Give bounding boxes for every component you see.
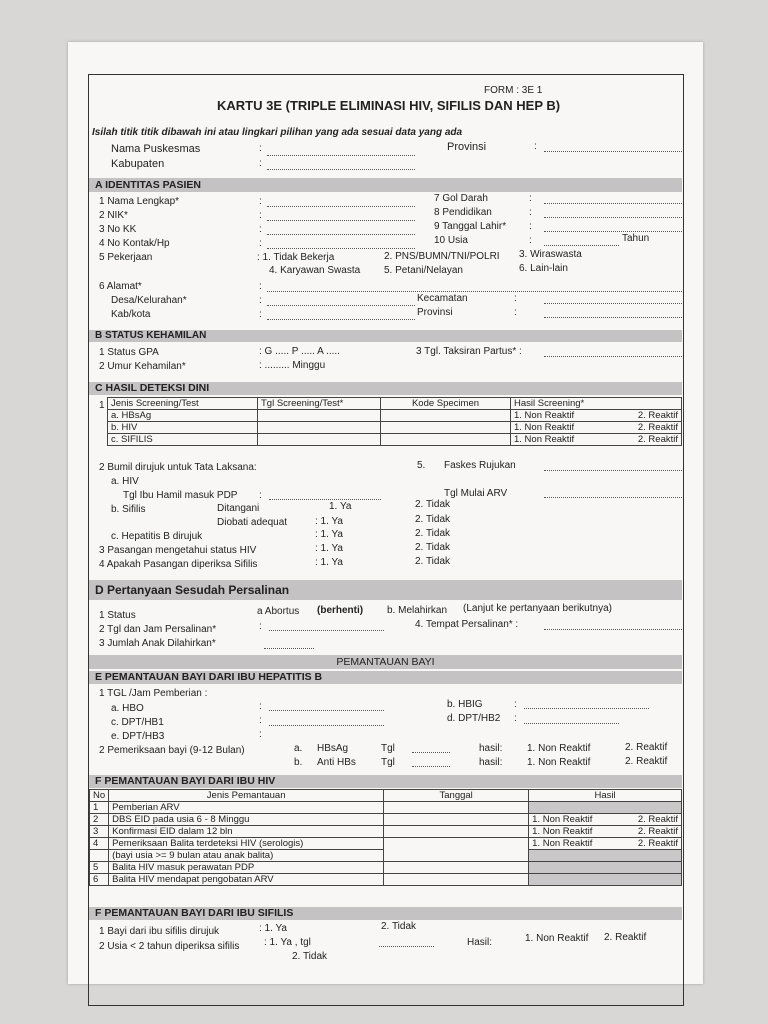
row-dbs-eid: DBS EID pada usia 6 - 8 Minggu — [109, 814, 384, 826]
opt-reaktif: 2. Reaktif — [637, 814, 678, 825]
label-nik: 2 NIK* — [99, 210, 128, 221]
opt-reaktif: 2. Reaktif — [637, 434, 678, 445]
usia-diperiksa-tgl-field[interactable] — [379, 946, 434, 947]
hepb-tidak[interactable]: 2. Tidak — [415, 528, 451, 539]
antihbs-tgl-field[interactable] — [412, 766, 450, 767]
nik-field[interactable] — [267, 220, 415, 221]
kabkota-field[interactable] — [267, 319, 415, 320]
cell-tgl[interactable] — [258, 434, 381, 446]
usia-diperiksa-ya[interactable]: : 1. Ya , tgl — [264, 937, 311, 948]
th-jenis-pemantauan: Jenis Pemantauan — [109, 790, 384, 802]
cell-hasil-disabled — [529, 802, 682, 814]
kabupaten-field[interactable] — [267, 169, 415, 170]
hbig-field[interactable] — [524, 708, 649, 709]
row-no: 5 — [90, 862, 109, 874]
row-no: 6 — [90, 874, 109, 886]
th-hasil: Hasil Screening* — [511, 398, 682, 410]
row-pemeriksaan-balita-note: (bayi usia >= 9 bulan atau anak balita) — [109, 850, 384, 862]
row-no: 4 — [90, 838, 109, 850]
label-usia-diperiksa: 2 Usia < 2 tahun diperiksa sifilis — [99, 941, 240, 952]
row-pemberian-arv: Pemberian ARV — [109, 802, 384, 814]
dpt1-field[interactable] — [269, 725, 384, 726]
faskes-field[interactable] — [544, 470, 682, 471]
label-dpt2: d. DPT/HB2 — [447, 713, 501, 724]
label-berhenti: (berhenti) — [317, 605, 364, 616]
tahun-label: Tahun — [622, 233, 650, 244]
th-kode: Kode Specimen — [381, 398, 511, 410]
provinsi-label: Provinsi — [447, 141, 487, 153]
bayi-dirujuk-ya[interactable]: : 1. Ya — [259, 923, 287, 934]
opt-reaktif: 2. Reaktif — [637, 838, 678, 849]
pendidikan-field[interactable] — [544, 217, 682, 218]
cell-hasil-disabled — [529, 850, 682, 862]
arv-field[interactable] — [544, 497, 682, 498]
cell-kode[interactable] — [381, 410, 511, 422]
cell-hasil[interactable] — [529, 838, 682, 850]
label-tgl: Tgl — [381, 757, 395, 768]
section-d-header: D Pertanyaan Sesudah Persalinan — [89, 580, 682, 600]
screening-table — [107, 397, 682, 446]
label-sifilis: b. Sifilis — [111, 504, 146, 515]
goldarah-field[interactable] — [544, 203, 682, 204]
opt-reaktif: 2. Reaktif — [637, 410, 678, 421]
hbsag-nonreaktif[interactable]: 1. Non Reaktif — [527, 743, 591, 754]
label-taksiran: 3 Tgl. Taksiran Partus* : — [416, 346, 522, 357]
umur-kehamilan-field[interactable]: : ......... Minggu — [259, 360, 326, 371]
label-tgl-persalinan: 2 Tgl dan Jam Persalinan* — [99, 624, 217, 635]
tgllahir-field[interactable] — [544, 231, 682, 232]
provinsi-a-field[interactable] — [544, 317, 682, 318]
label-a: a. — [294, 743, 303, 754]
section-b-header: B STATUS KEHAMILAN — [89, 330, 682, 342]
cell-tanggal[interactable] — [384, 862, 529, 874]
label-rujuk: 2 Bumil dirujuk untuk Tata Laksana: — [99, 462, 257, 473]
row-balita-pdp: Balita HIV masuk perawatan PDP — [109, 862, 384, 874]
cell-tanggal[interactable] — [384, 814, 529, 826]
label-dpt3: e. DPT/HB3 — [111, 731, 165, 742]
cell-tanggal[interactable] — [384, 874, 529, 886]
gpa-field[interactable]: : G ..... P ..... A ..... — [259, 346, 340, 357]
row-no: 2 — [90, 814, 109, 826]
hiv-monitoring-table — [89, 789, 682, 886]
pasangan-hiv-ya[interactable]: : 1. Ya — [315, 543, 343, 554]
hepb-ya[interactable]: : 1. Ya — [315, 529, 343, 540]
opt-nonreaktif: 1. Non Reaktif — [514, 434, 575, 445]
pasangan-hiv-tidak[interactable]: 2. Tidak — [415, 542, 451, 553]
th-tanggal: Tanggal — [384, 790, 529, 802]
label-tgl-pemberian: 1 TGL /Jam Pemberian : — [99, 688, 208, 699]
kk-field[interactable] — [267, 234, 415, 235]
usia-diperiksa-tidak[interactable]: 2. Tidak — [292, 951, 328, 962]
section-f-hiv-header: F PEMANTAUAN BAYI DARI IBU HIV — [89, 775, 682, 788]
label-pasangan-sifilis: 4 Apakah Pasangan diperiksa Sifilis — [99, 559, 258, 570]
diobati-tidak[interactable]: 2. Tidak — [415, 514, 451, 525]
opt-abortus[interactable]: a Abortus — [257, 606, 300, 617]
label-goldarah: 7 Gol Darah — [434, 193, 488, 204]
label-pekerjaan: 5 Pekerjaan — [99, 252, 153, 263]
section-a-header: A IDENTITAS PASIEN — [89, 178, 682, 192]
cell-hasil[interactable] — [529, 826, 682, 838]
tgl-persalinan-field[interactable] — [269, 630, 384, 631]
label-usia: 10 Usia — [434, 235, 468, 246]
cell-hasil[interactable] — [529, 814, 682, 826]
pekerjaan-opt1[interactable]: : 1. Tidak Bekerja — [257, 252, 335, 263]
label-pendidikan: 8 Pendidikan — [434, 207, 492, 218]
usia-field[interactable] — [544, 245, 619, 246]
row-balita-arv: Balita HIV mendapat pengobatan ARV — [109, 874, 384, 886]
label-hbsag: HBsAg — [317, 743, 349, 754]
row-hiv: b. HIV — [108, 422, 258, 434]
sifilis-nonreaktif[interactable]: 1. Non Reaktif — [525, 933, 589, 944]
pekerjaan-opt5[interactable]: 5. Petani/Nelayan — [384, 265, 463, 276]
puskesmas-field[interactable] — [267, 155, 415, 156]
ditangani-tidak[interactable]: 2. Tidak — [415, 499, 451, 510]
label-ditangani: Ditangani — [217, 503, 260, 514]
pdp-field[interactable] — [269, 499, 381, 500]
bayi-dirujuk-tidak[interactable]: 2. Tidak — [381, 921, 417, 932]
th-jenis: Jenis Screening/Test — [108, 398, 258, 410]
faskes-number: 5. — [417, 460, 426, 471]
ditangani-ya[interactable]: 1. Ya — [329, 501, 352, 512]
label-pdp: Tgl Ibu Hamil masuk PDP — [123, 490, 238, 501]
label-hepb: c. Hepatitis B dirujuk — [111, 531, 203, 542]
pemantauan-bayi-header: PEMANTAUAN BAYI — [89, 655, 682, 669]
cell-hasil[interactable] — [511, 410, 682, 422]
desa-field[interactable] — [267, 305, 415, 306]
antihbs-reaktif[interactable]: 2. Reaktif — [625, 756, 668, 767]
label-kecamatan: Kecamatan — [417, 293, 468, 304]
row-sifilis: c. SIFILIS — [108, 434, 258, 446]
label-hasil: hasil: — [479, 743, 503, 754]
row-no — [90, 850, 109, 862]
pekerjaan-opt2[interactable]: 2. PNS/BUMN/TNI/POLRI — [384, 251, 500, 262]
label-nama: 1 Nama Lengkap* — [99, 196, 180, 207]
form-title: KARTU 3E (TRIPLE ELIMINASI HIV, SIFILIS DAN HEP B) — [217, 98, 561, 113]
cell-tgl[interactable] — [258, 410, 381, 422]
opt-nonreaktif: 1. Non Reaktif — [514, 422, 575, 433]
opt-nonreaktif: 1. Non Reaktif — [532, 838, 593, 849]
kontak-field[interactable] — [267, 248, 415, 249]
opt-reaktif: 2. Reaktif — [637, 422, 678, 433]
label-pasangan-hiv: 3 Pasangan mengetahui status HIV — [99, 545, 257, 556]
cell-hasil-disabled — [529, 874, 682, 886]
th-no: No — [90, 790, 109, 802]
label-kabkota: Kab/kota — [111, 309, 151, 320]
label-kk: 3 No KK — [99, 224, 137, 235]
pekerjaan-opt3[interactable]: 3. Wiraswasta — [519, 249, 582, 260]
cell-kode[interactable] — [381, 422, 511, 434]
label-kontak: 4 No Kontak/Hp — [99, 238, 170, 249]
label-umur-kehamilan: 2 Umur Kehamilan* — [99, 361, 186, 372]
provinsi-field[interactable] — [544, 151, 682, 152]
section-e-header: E PEMANTAUAN BAYI DARI IBU HEPATITIS B — [89, 671, 682, 684]
row-no: 1 — [90, 802, 109, 814]
opt-nonreaktif: 1. Non Reaktif — [532, 814, 593, 825]
label-b: b. — [294, 757, 303, 768]
cell-hasil[interactable] — [511, 434, 682, 446]
label-hasil: hasil: — [479, 757, 503, 768]
label-alamat: 6 Alamat* — [99, 281, 142, 292]
label-lanjut: (Lanjut ke pertanyaan berikutnya) — [463, 603, 612, 614]
label-antihbs: Anti HBs — [317, 757, 356, 768]
hbo-field[interactable] — [269, 710, 384, 711]
form-sheet — [68, 42, 703, 984]
label-hiv: a. HIV — [111, 476, 139, 487]
label-gpa: 1 Status GPA — [99, 347, 159, 358]
label-bayi-dirujuk: 1 Bayi dari ibu sifilis dirujuk — [99, 926, 220, 937]
row-pemeriksaan-balita: Pemeriksaan Balita terdeteksi HIV (serologis) — [109, 838, 384, 850]
label-hasil-sifilis: Hasil: — [467, 937, 493, 948]
tempat-persalinan-field[interactable] — [544, 629, 682, 630]
kabupaten-label: Kabupaten — [111, 158, 165, 170]
alamat-field[interactable] — [267, 291, 682, 292]
row-number: 1 — [99, 400, 105, 411]
th-hasil: Hasil — [529, 790, 682, 802]
label-hbig: b. HBIG — [447, 699, 483, 710]
label-status: 1 Status — [99, 610, 136, 621]
pekerjaan-opt4[interactable]: 4. Karyawan Swasta — [269, 265, 361, 276]
cell-tgl[interactable] — [258, 422, 381, 434]
jumlah-anak-field[interactable] — [264, 648, 314, 649]
cell-hasil-disabled — [529, 862, 682, 874]
hbsag-tgl-field[interactable] — [412, 752, 450, 753]
form-code: FORM : 3E 1 — [484, 85, 543, 96]
label-tgl: Tgl — [381, 743, 395, 754]
sifilis-reaktif[interactable]: 2. Reaktif — [604, 932, 647, 943]
cell-tanggal[interactable] — [384, 826, 529, 838]
label-dpt1: c. DPT/HB1 — [111, 717, 164, 728]
hbsag-reaktif[interactable]: 2. Reaktif — [625, 742, 668, 753]
kecamatan-field[interactable] — [544, 303, 682, 304]
label-faskes: Faskes Rujukan — [444, 460, 516, 471]
instruction: Isilah titik titik dibawah ini atau lingkari pilihan yang ada sesuai data yang ada — [92, 127, 463, 138]
opt-reaktif: 2. Reaktif — [637, 826, 678, 837]
label-jumlah-anak: 3 Jumlah Anak Dilahirkan* — [99, 638, 216, 649]
cell-hasil[interactable] — [511, 422, 682, 434]
dpt2-field[interactable] — [524, 723, 619, 724]
label-provinsi-a: Provinsi — [417, 307, 453, 318]
label-hbo: a. HBO — [111, 703, 144, 714]
cell-kode[interactable] — [381, 434, 511, 446]
taksiran-field[interactable] — [544, 356, 682, 357]
cell-tanggal[interactable] — [384, 802, 529, 814]
label-desa: Desa/Kelurahan* — [111, 295, 187, 306]
opt-melahirkan[interactable]: b. Melahirkan — [387, 605, 448, 616]
section-f-sifilis-header: F PEMANTAUAN BAYI DARI IBU SIFILIS — [89, 907, 682, 920]
row-no: 3 — [90, 826, 109, 838]
row-hbsag: a. HBsAg — [108, 410, 258, 422]
pekerjaan-opt6[interactable]: 6. Lain-lain — [519, 263, 568, 274]
opt-nonreaktif: 1. Non Reaktif — [514, 410, 575, 421]
diobati-ya[interactable]: : 1. Ya — [315, 516, 343, 527]
label-arv: Tgl Mulai ARV — [444, 488, 508, 499]
section-c-header: C HASIL DETEKSI DINI — [89, 382, 682, 395]
pasangan-sifilis-tidak[interactable]: 2. Tidak — [415, 556, 451, 567]
cell-tanggal[interactable] — [384, 838, 529, 862]
opt-nonreaktif: 1. Non Reaktif — [532, 826, 593, 837]
puskesmas-label: Nama Puskesmas — [111, 143, 201, 155]
label-tempat-persalinan: 4. Tempat Persalinan* : — [415, 619, 519, 630]
nama-field[interactable] — [267, 206, 415, 207]
label-pemeriksaan-bayi: 2 Pemeriksaan bayi (9-12 Bulan) — [99, 745, 245, 756]
label-diobati: Diobati adequat — [217, 517, 288, 528]
antihbs-nonreaktif[interactable]: 1. Non Reaktif — [527, 757, 591, 768]
row-konfirmasi-eid: Konfirmasi EID dalam 12 bln — [109, 826, 384, 838]
th-tgl: Tgl Screening/Test* — [258, 398, 381, 410]
form-frame: FORM : 3E 1 KARTU 3E (TRIPLE ELIMINASI HIV, SIFILIS DAN HEP B) Isilah titik titik dibawah ini atau lingkari pilihan yang ada sesuai data yang ada Nama Puskesmas : Provinsi : Kabupaten : A IDENTITAS PASIEN 1 Nama Lengkap* 2 NIK* 3 No KK 4 No Kontak/Hp 5 Pekerjaan : : : : 7 Gol Darah 8 Pendidikan 9 Tanggal Lahir* 10 Usia : : : : Tahun : 1. Tidak Bekerja 2. PNS/BUMN/TNI/POLRI 3. Wiraswasta 4. Karyawan Swasta 5. Petani/Nelayan 6. Lain-lain 6 Alamat* : Desa/Kelurahan* : Kab/kota : Kecamatan : Provinsi : B STATUS KEHAMILAN 1 Status GPA : G ..... P ..... A ..... 3 Tgl. Taksiran Partus* : 2 Umur Kehamilan* : ......... Minggu C HASIL DETEKSI DINI 1 Jenis Screening/Test Tgl Screening/Test* Kode Specimen Hasil Screening* a. HBsAg 1. Non Reaktif 2. Reaktif b. HIV 1. Non Reaktif 2. Reaktif c. SIFILIS 1. Non Reaktif 2. Reaktif 2 Bumil dirujuk untuk Tata Laksana: 5. Faskes Rujukan a. HIV Tgl Ibu Hamil masuk PDP : Tgl Mulai ARV b. Sifilis Ditangani 1. Ya 2. Tidak Diobati adequat : 1. Ya 2. Tidak c. Hepatitis B dirujuk : 1. Ya 2. Tidak 3 Pasangan mengetahui status HIV : 1. Ya 2. Tidak 4 Apakah Pasangan diperiksa Sifilis : 1. Ya 2. Tidak D Pertanyaan Sesudah Persalinan 1 Status a Abortus (berhenti) b. Melahirkan (Lanjut ke pertanyaan berikutnya) 2 Tgl dan Jam Persalinan* : 4. Tempat Persalinan* : 3 Jumlah Anak Dilahirkan* PEMANTAUAN BAYI E PEMANTAUAN BAYI DARI IBU HEPATITIS B 1 TGL /Jam Pemberian : a. HBO : c. DPT/HB1 : e. DPT/HB3 : b. HBIG : d. DPT/HB2 : 2 Pemeriksaan bayi (9-12 Bulan) a. HBsAg Tgl hasil: 1. Non Reaktif 2. Reaktif b. Anti HBs Tgl hasil: 1. Non Reaktif 2. Reaktif F PEMANTAUAN BAYI DARI IBU HIV No Jenis Pemantauan Tanggal Hasil 1 Pemberian ARV 2 DBS EID pada usia 6 - 8 Minggu 1. Non Reaktif 2. Reaktif 3 Konfirmasi EID dalam 12 bln 1. Non Reaktif 2. Reaktif 4 Pemeriksaan Balita terdeteksi HIV (serologis) 1. Non Reaktif 2. Reaktif (bayi usia >= 9 bulan atau anak balita) 5 Balita HIV masuk perawatan PDP 6 Balita HIV mendapat pengobatan ARV F PEMANTAUAN BAYI DARI IBU SIFILIS 1 Bayi dari ibu sifilis dirujuk : 1. Ya 2. Tidak 2 Usia < 2 tahun diperiksa sifilis : 1. Ya , tgl Hasil: 1. Non Reaktif 2. Reaktif 2. Tidak — [88, 74, 684, 1006]
label-tgllahir: 9 Tanggal Lahir* — [434, 221, 507, 232]
pasangan-sifilis-ya[interactable]: : 1. Ya — [315, 557, 343, 568]
